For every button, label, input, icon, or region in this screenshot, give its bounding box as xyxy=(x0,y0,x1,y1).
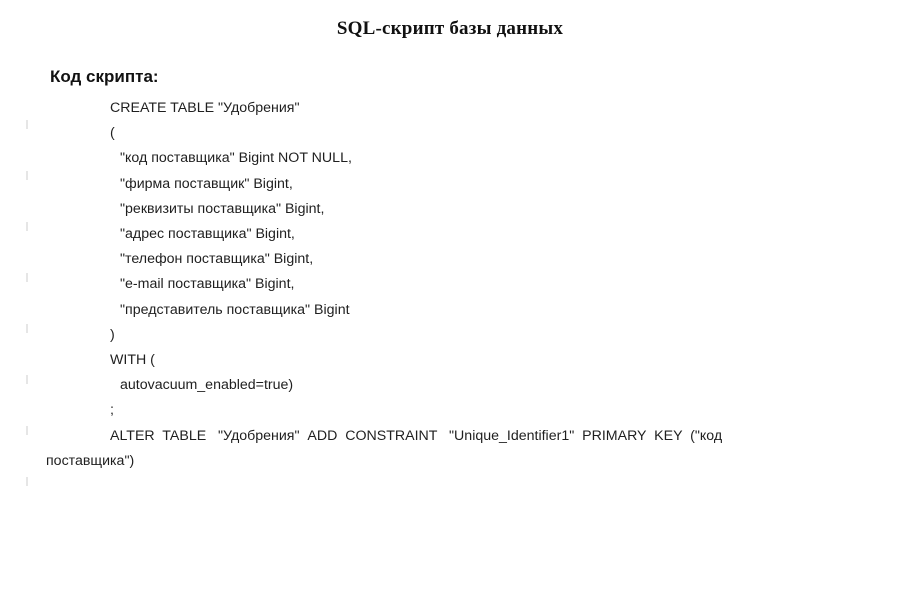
margin-artifacts xyxy=(26,120,29,540)
code-line: "фирма поставщик" Bigint, xyxy=(120,175,293,192)
code-line: "код поставщика" Bigint NOT NULL, xyxy=(120,150,352,167)
code-line: "адрес поставщика" Bigint, xyxy=(120,226,295,243)
code-line: WITH ( xyxy=(110,352,155,369)
code-line: ) xyxy=(110,326,115,343)
code-line: ALTER TABLE "Удобрения" ADD CONSTRAINT "Unique_Identifier1" PRIMARY KEY ("код xyxy=(110,427,723,444)
code-line: "телефон поставщика" Bigint, xyxy=(120,251,314,268)
section-heading: Код скрипта: xyxy=(50,67,159,86)
code-line: autovacuum_enabled=true) xyxy=(120,377,294,394)
code-line: "представитель поставщика" Bigint xyxy=(120,301,350,318)
code-line: ; xyxy=(110,402,114,419)
page-title: SQL-скрипт базы данных xyxy=(336,18,564,39)
code-line: CREATE TABLE "Удобрения" xyxy=(110,100,300,116)
sql-code-block xyxy=(46,101,854,479)
code-line: "e-mail поставщика" Bigint, xyxy=(120,276,295,293)
code-line-continuation: поставщика") xyxy=(46,452,135,469)
code-line: ( xyxy=(110,125,115,142)
code-line: "реквизиты поставщика" Bigint, xyxy=(120,200,325,217)
